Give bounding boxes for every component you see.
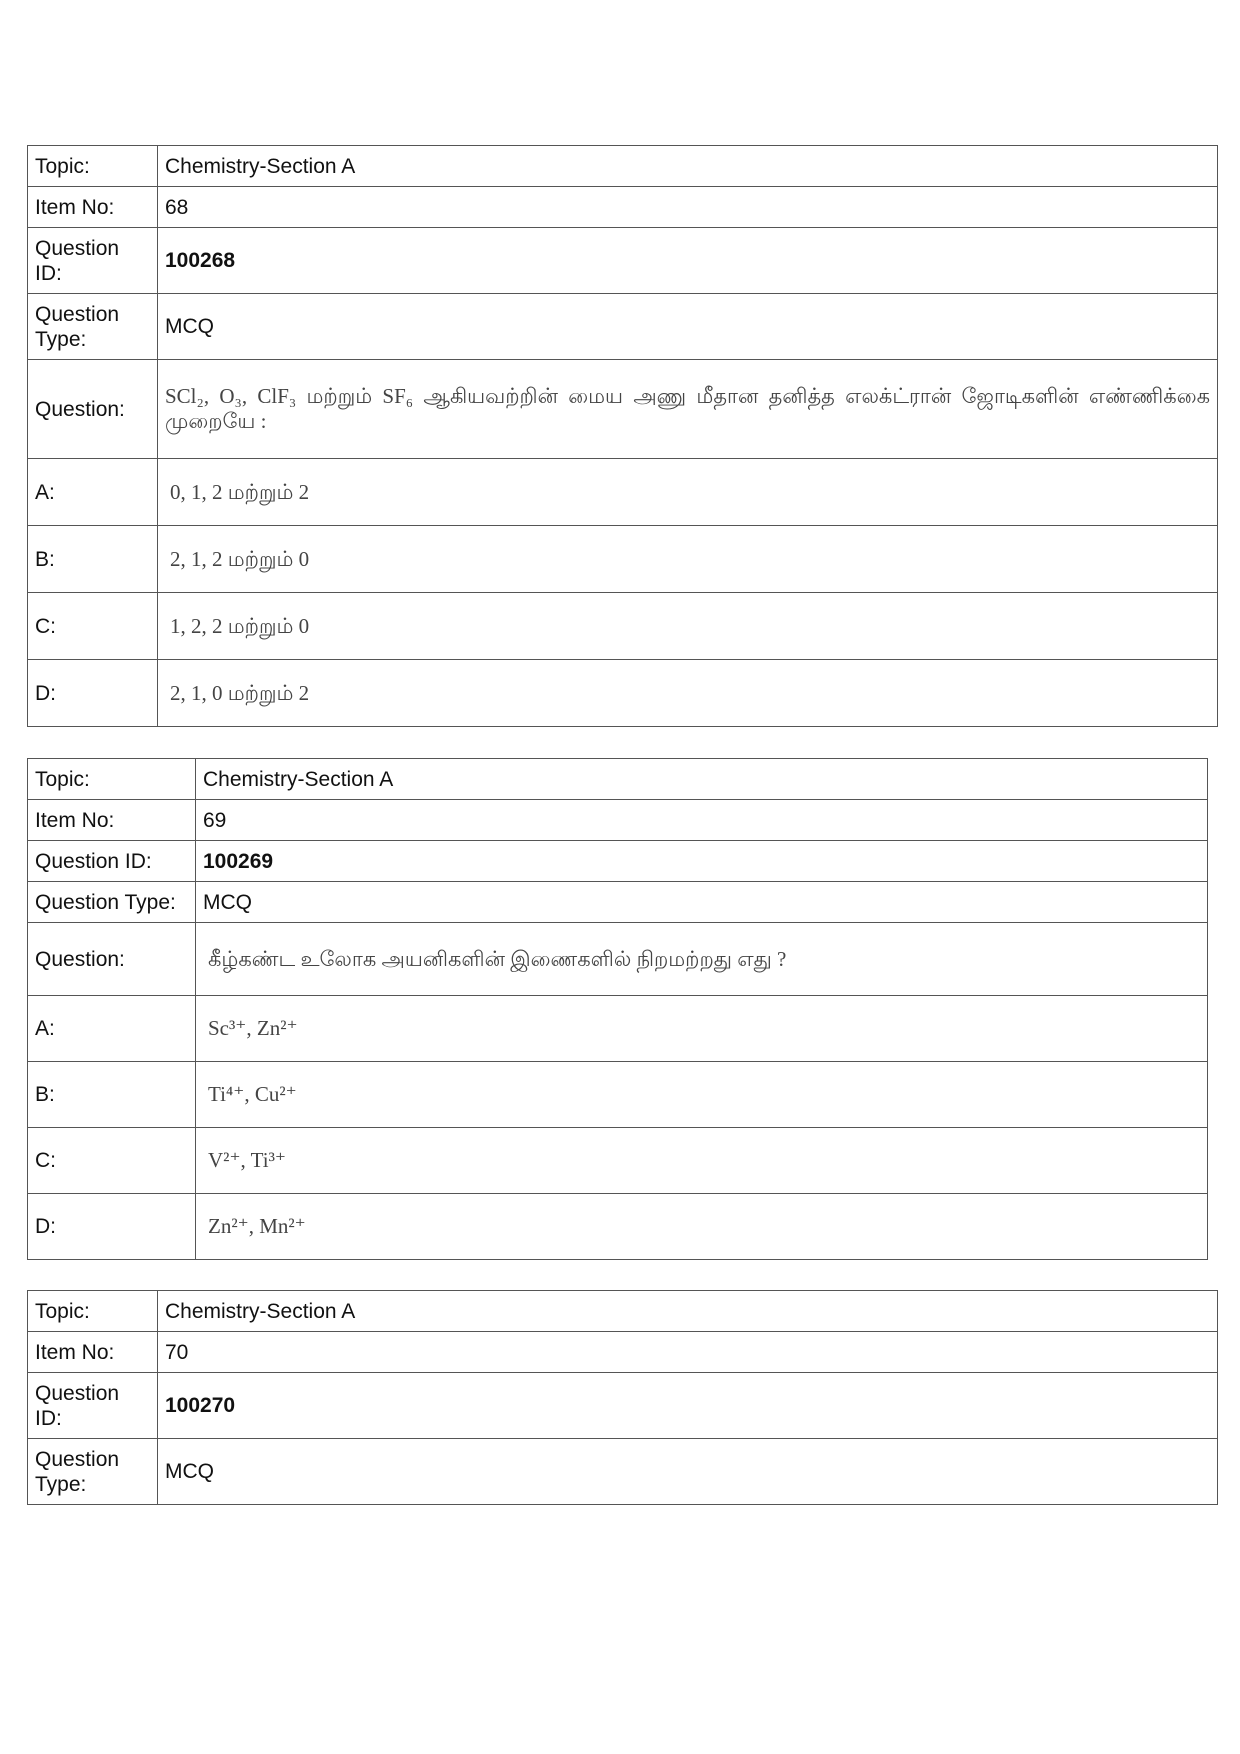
- question-id-value: 100268: [158, 228, 1218, 294]
- question-type-value: MCQ: [196, 882, 1208, 923]
- topic-label: Topic:: [28, 1291, 158, 1332]
- item-no-value: 69: [196, 800, 1208, 841]
- question-id-row: [28, 1373, 1218, 1439]
- question-type-label: Question Type:: [28, 294, 158, 360]
- question-id-row: [28, 228, 1218, 294]
- option-b-text: 2, 1, 2 மற்றும் 0: [158, 526, 1218, 593]
- option-a-row: [28, 459, 1218, 526]
- question-type-label: Question Type:: [28, 1439, 158, 1505]
- question-card-68: [27, 145, 1218, 727]
- question-row: [28, 360, 1218, 459]
- question-id-value: 100269: [196, 841, 1208, 882]
- topic-value: Chemistry-Section A: [158, 146, 1218, 187]
- topic-value: Chemistry-Section A: [158, 1291, 1218, 1332]
- option-a-label: A:: [28, 996, 196, 1062]
- item-no-row: [28, 800, 1208, 841]
- question-row: [28, 923, 1208, 996]
- question-text: கீழ்கண்ட உலோக அயனிகளின் இணைகளில் நிறமற்றது எது ?: [196, 923, 1208, 996]
- question-type-value: MCQ: [158, 294, 1218, 360]
- question-label: Question:: [28, 923, 196, 996]
- question-type-label: Question Type:: [28, 882, 196, 923]
- option-c-text: V²⁺, Ti³⁺: [196, 1128, 1208, 1194]
- option-c-label: C:: [28, 593, 158, 660]
- question-card-70: [27, 1290, 1218, 1505]
- question-type-value: MCQ: [158, 1439, 1218, 1505]
- question-type-row: [28, 882, 1208, 923]
- question-id-label: Question ID:: [28, 841, 196, 882]
- option-c-label: C:: [28, 1128, 196, 1194]
- item-no-row: [28, 187, 1218, 228]
- item-no-value: 68: [158, 187, 1218, 228]
- question-label: Question:: [28, 360, 158, 459]
- option-a-text: Sc³⁺, Zn²⁺: [196, 996, 1208, 1062]
- option-d-text: Zn²⁺, Mn²⁺: [196, 1194, 1208, 1260]
- topic-value: Chemistry-Section A: [196, 759, 1208, 800]
- item-no-value: 70: [158, 1332, 1218, 1373]
- question-type-row: [28, 294, 1218, 360]
- option-d-text: 2, 1, 0 மற்றும் 2: [158, 660, 1218, 727]
- option-c-row: [28, 1128, 1208, 1194]
- question-id-value: 100270: [158, 1373, 1218, 1439]
- option-b-label: B:: [28, 526, 158, 593]
- topic-row: [28, 1291, 1218, 1332]
- question-card-69: [27, 758, 1208, 1260]
- question-type-row: [28, 1439, 1218, 1505]
- topic-row: [28, 146, 1218, 187]
- question-id-label: Question ID:: [28, 1373, 158, 1439]
- option-b-label: B:: [28, 1062, 196, 1128]
- option-c-row: [28, 593, 1218, 660]
- option-a-text: 0, 1, 2 மற்றும் 2: [158, 459, 1218, 526]
- option-c-text: 1, 2, 2 மற்றும் 0: [158, 593, 1218, 660]
- question-id-label: Question ID:: [28, 228, 158, 294]
- topic-label: Topic:: [28, 759, 196, 800]
- option-a-label: A:: [28, 459, 158, 526]
- option-b-text: Ti⁴⁺, Cu²⁺: [196, 1062, 1208, 1128]
- option-d-row: [28, 660, 1218, 727]
- item-no-row: [28, 1332, 1218, 1373]
- option-d-label: D:: [28, 1194, 196, 1260]
- topic-row: [28, 759, 1208, 800]
- option-b-row: [28, 526, 1218, 593]
- item-no-label: Item No:: [28, 800, 196, 841]
- topic-label: Topic:: [28, 146, 158, 187]
- question-text: SCl₂, O₃, ClF₃ மற்றும் SF₆ ஆகியவற்றின் மைய அணு மீதான தனித்த எலக்ட்ரான் ஜோடிகளின் எண்ணிக்கை முறையே :: [158, 360, 1218, 459]
- option-b-row: [28, 1062, 1208, 1128]
- option-d-row: [28, 1194, 1208, 1260]
- option-a-row: [28, 996, 1208, 1062]
- item-no-label: Item No:: [28, 1332, 158, 1373]
- item-no-label: Item No:: [28, 187, 158, 228]
- option-d-label: D:: [28, 660, 158, 727]
- question-id-row: [28, 841, 1208, 882]
